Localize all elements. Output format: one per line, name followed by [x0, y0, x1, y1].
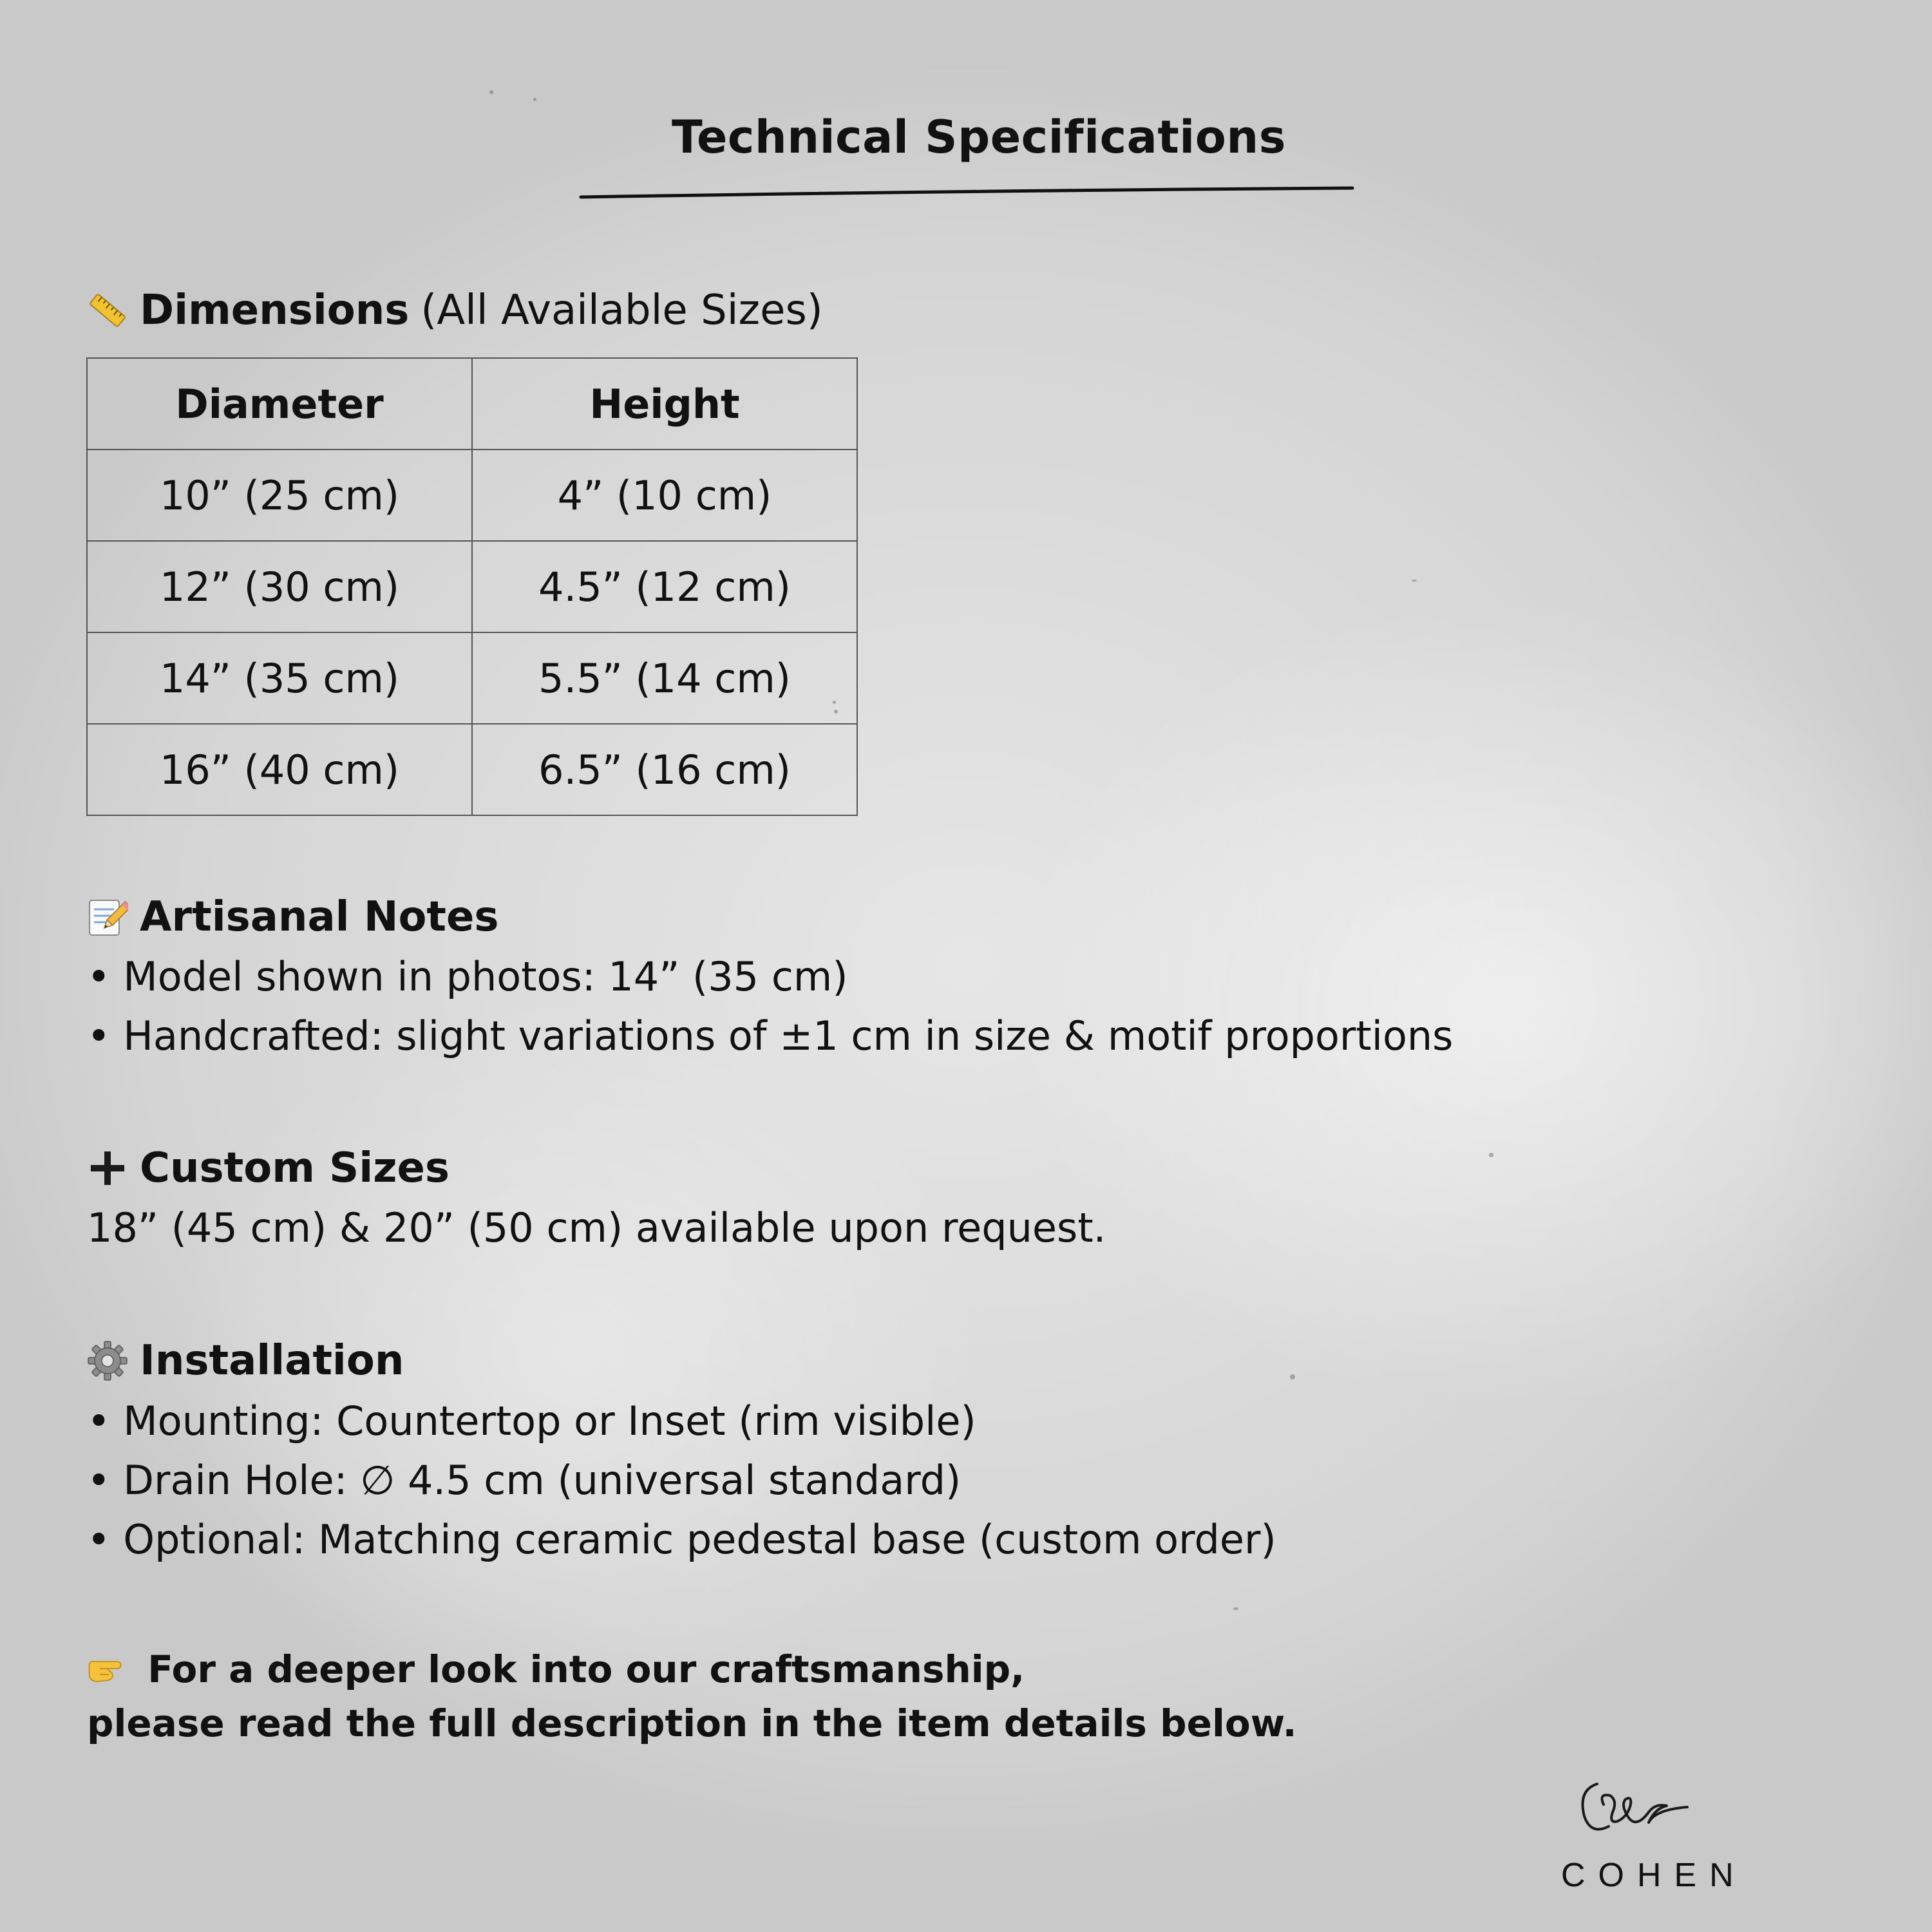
custom-sizes-title: Custom Sizes: [140, 1144, 450, 1192]
custom-sizes-heading: [87, 1144, 450, 1192]
closing-text-2: please read the full description in the item details below.: [87, 1701, 1297, 1745]
height-cell: 5.5” (14 cm): [472, 632, 857, 724]
pointing-hand-icon: [87, 1650, 124, 1687]
texture-speck: [1233, 1607, 1238, 1610]
diameter-cell: 10” (25 cm): [87, 450, 472, 541]
texture-speck: [1489, 1153, 1493, 1157]
table-row: [87, 632, 857, 724]
texture-speck: [1290, 1374, 1295, 1379]
column-header-height: Height: [472, 358, 857, 450]
texture-speck: [489, 90, 493, 94]
dimensions-subtitle: (All Available Sizes): [421, 287, 823, 334]
page-title: Technical Specifications: [672, 111, 1286, 164]
brand-name: COHEN: [1561, 1857, 1747, 1894]
height-cell: 6.5” (16 cm): [472, 724, 857, 815]
diameter-cell: 14” (35 cm): [87, 632, 472, 724]
table-row: [87, 450, 857, 541]
table-row: [87, 541, 857, 632]
dimensions-title: Dimensions: [140, 287, 410, 334]
artisanal-notes-heading: [87, 893, 499, 941]
installation-item: • Drain Hole: ∅ 4.5 cm (universal standard): [87, 1457, 961, 1504]
artisanal-notes-title: Artisanal Notes: [140, 893, 499, 941]
closing-text-1: For a deeper look into our craftsmanship,: [147, 1647, 1025, 1691]
artisanal-note-item: • Handcrafted: slight variations of ±1 cm in size & motif proportions: [87, 1012, 1454, 1059]
ruler-icon: [87, 290, 128, 331]
table-row: [87, 724, 857, 815]
column-header-diameter: Diameter: [87, 358, 472, 450]
installation-heading: [87, 1337, 404, 1385]
memo-pencil-icon: [87, 896, 128, 938]
gear-icon: [87, 1340, 128, 1381]
artisanal-note-item: • Model shown in photos: 14” (35 cm): [87, 953, 848, 1000]
texture-speck: [1412, 580, 1417, 582]
closing-line-1: [87, 1647, 1025, 1691]
diameter-cell: 16” (40 cm): [87, 724, 472, 815]
plus-icon: [87, 1148, 128, 1189]
texture-speck: [533, 98, 536, 101]
height-cell: 4.5” (12 cm): [472, 541, 857, 632]
dimensions-table: [86, 357, 858, 816]
diameter-cell: 12” (30 cm): [87, 541, 472, 632]
installation-item: • Mounting: Countertop or Inset (rim visible): [87, 1397, 976, 1444]
height-cell: 4” (10 cm): [472, 450, 857, 541]
table-header-row: [87, 358, 857, 450]
dimensions-heading: [87, 287, 823, 334]
custom-sizes-text: 18” (45 cm) & 20” (50 cm) available upon request.: [87, 1204, 1106, 1251]
installation-item: • Optional: Matching ceramic pedestal base (custom order): [87, 1516, 1276, 1563]
installation-title: Installation: [140, 1337, 404, 1385]
